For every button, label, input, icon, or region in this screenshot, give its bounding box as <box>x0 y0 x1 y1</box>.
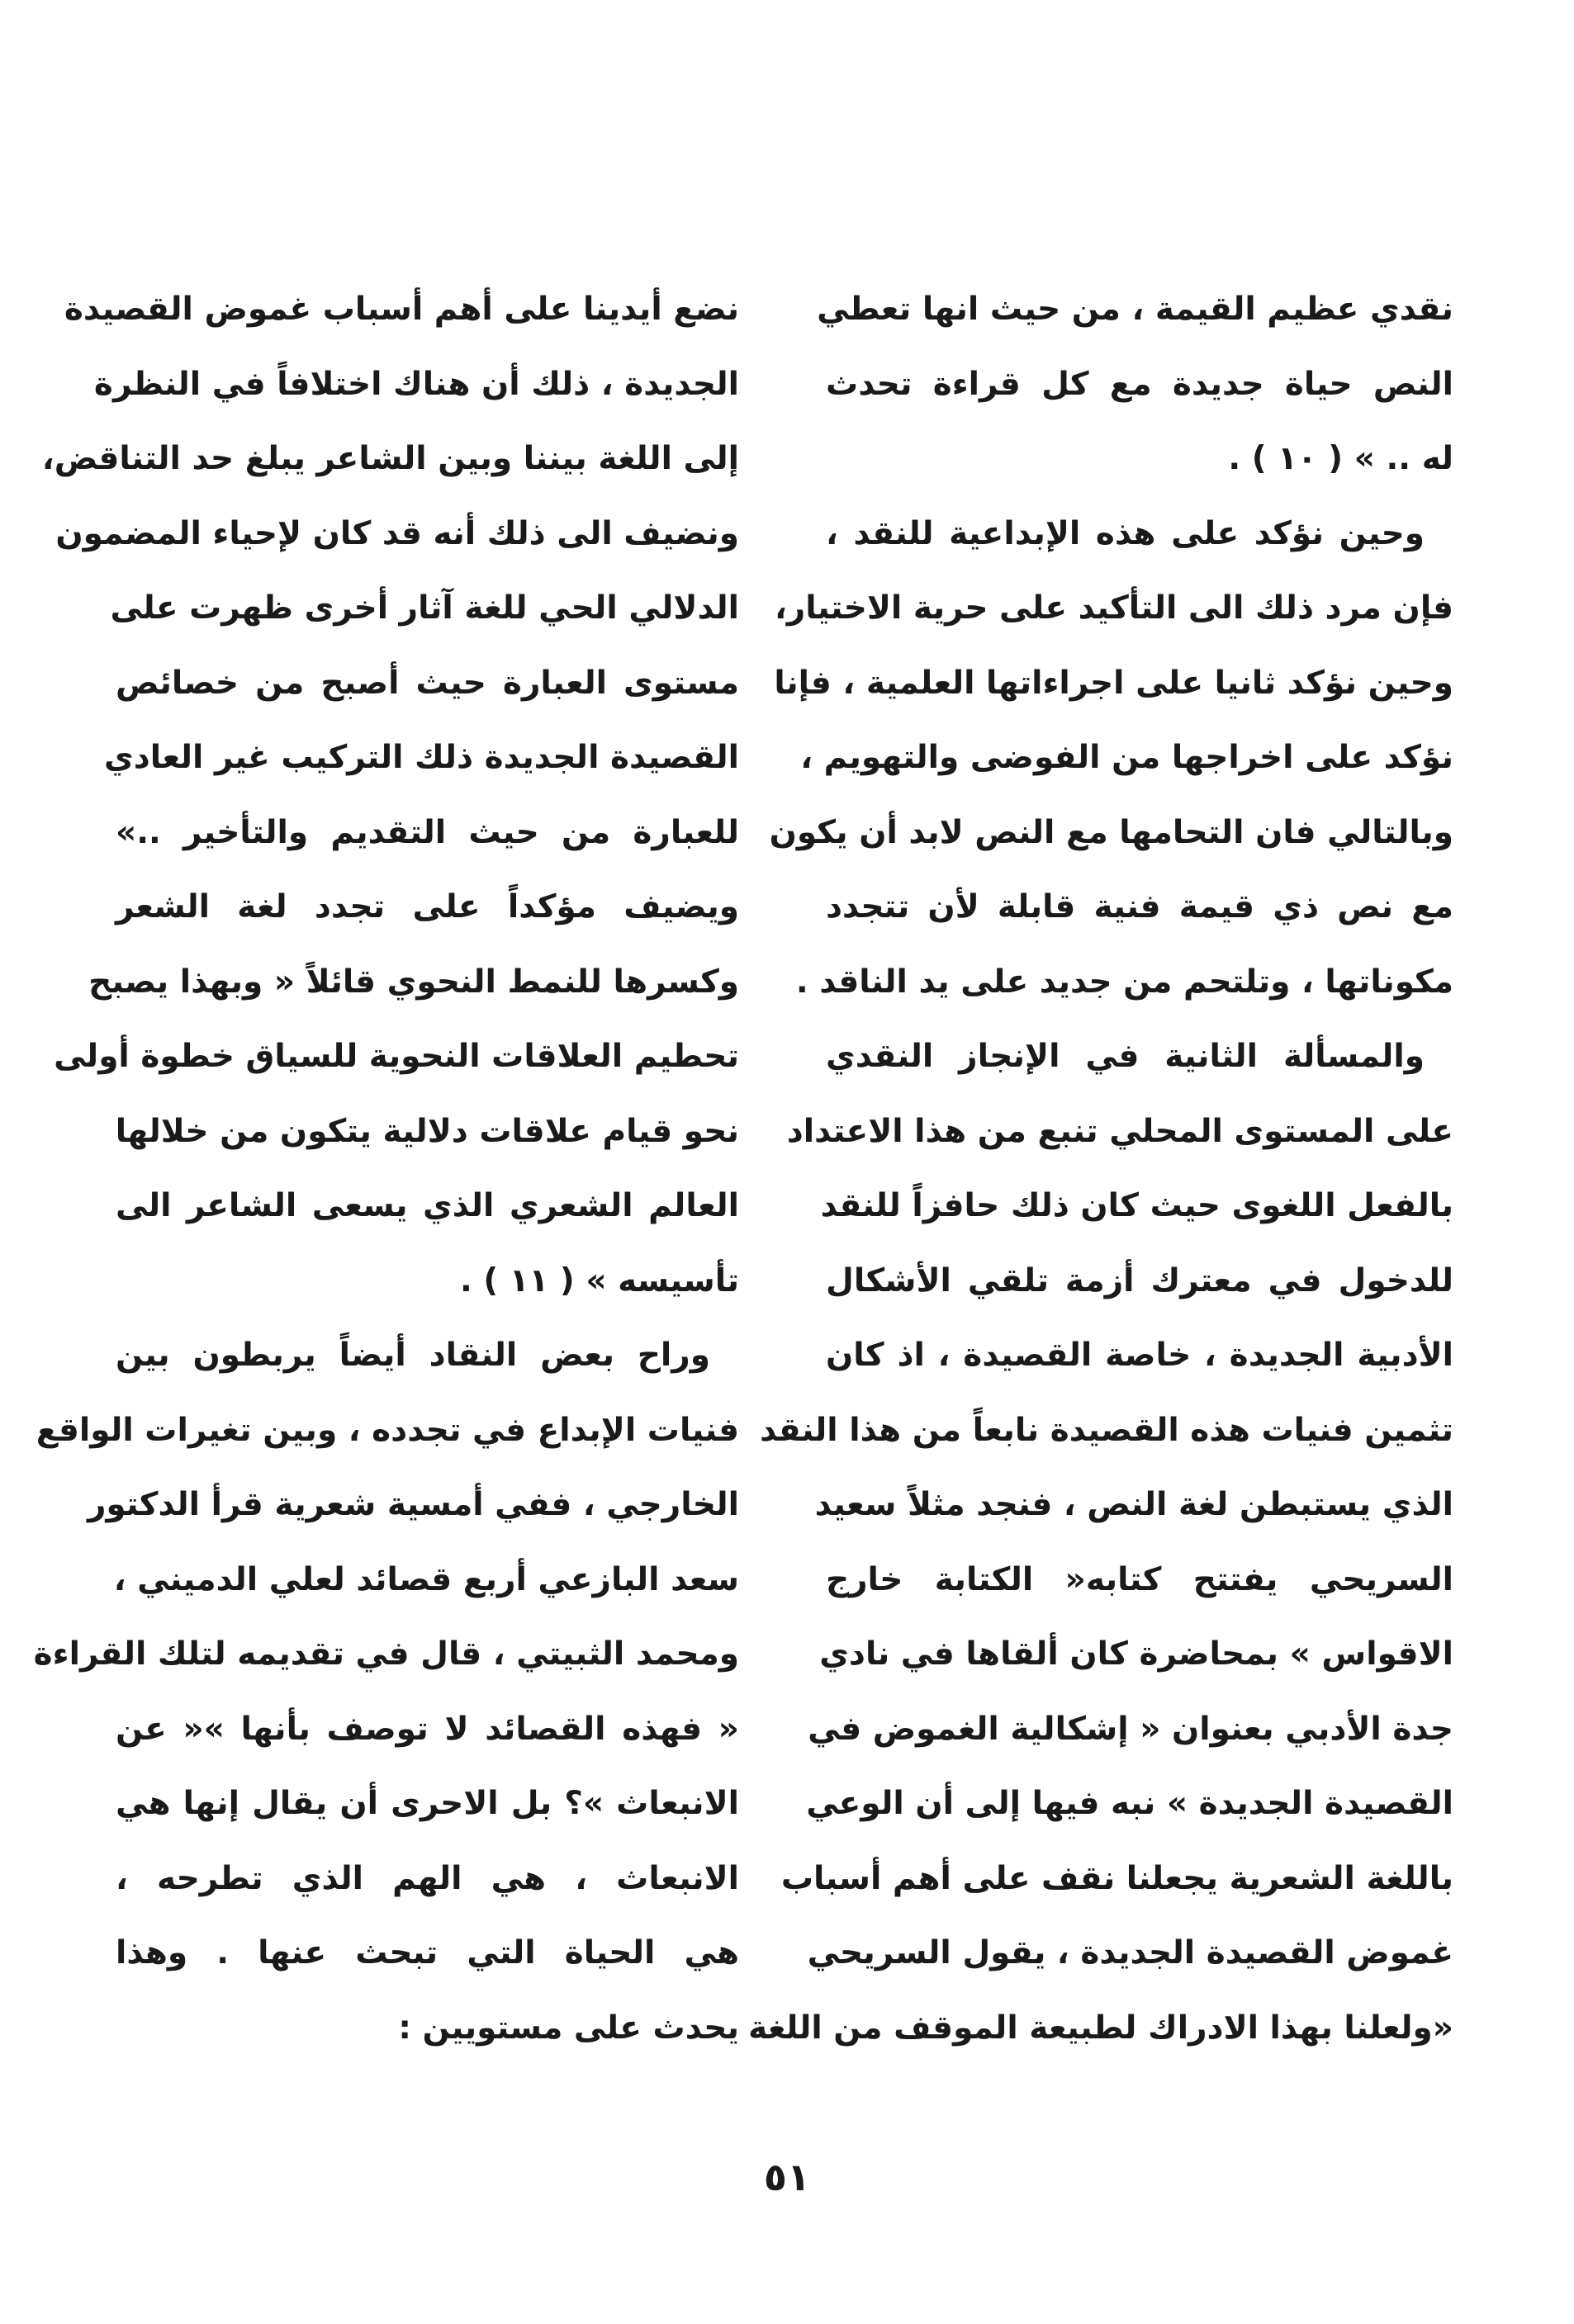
text-line: مع نص ذي قيمة فنية قابلة لأن تتجدد <box>826 888 1453 925</box>
text-line: ويضيف مؤكداً على تجدد لغة الشعر <box>116 888 739 925</box>
text-line: غموض القصيدة الجديدة ، يقول السريحي <box>807 1934 1453 1971</box>
text-line: وحين نؤكد ثانيا على اجراءاتها العلمية ، فإنا <box>774 664 1453 702</box>
text-line: والمسألة الثانية في الإنجاز النقدي <box>826 1038 1425 1075</box>
text-line: للدخول في معترك أزمة تلقي الأشكال <box>826 1261 1453 1299</box>
text-line: له .. » ( ١٠ ) . <box>1228 440 1453 477</box>
text-line: على المستوى المحلي تنبع من هذا الاعتداد <box>786 1112 1453 1150</box>
text-line: وراح بعض النقاد أيضاً يربطون بين <box>116 1337 710 1374</box>
text-line: الخارجي ، ففي أمسية شعرية قرأ الدكتور <box>87 1486 739 1523</box>
text-line: فنيات الإبداع في تجدده ، وبين تغيرات الواقع <box>36 1411 739 1449</box>
text-line: الدلالي الحي للغة آثار أخرى ظهرت على <box>110 589 739 627</box>
text-line: ونضيف الى ذلك أنه قد كان لإحياء المضمون <box>55 514 739 552</box>
text-line: بالفعل اللغوى حيث كان ذلك حافزاً للنقد <box>820 1187 1453 1224</box>
text-line: إلى اللغة بيننا وبين الشاعر يبلغ حد التناقض، <box>41 440 739 477</box>
text-line: نضع أيدينا على أهم أسباب غموض القصيدة <box>64 291 739 328</box>
text-line: هي الحياة التي تبحث عنها . وهذا <box>116 1934 739 1971</box>
text-line: الأدبية الجديدة ، خاصة القصيدة ، اذ كان <box>826 1337 1453 1374</box>
text-line: تأسيسه » ( ١١ ) . <box>459 1261 739 1299</box>
text-line: نؤكد على اخراجها من الفوضى والتهويم ، <box>800 739 1453 776</box>
text-line: السريحي يفتتح كتابه« الكتابة خارج <box>826 1560 1453 1598</box>
text-line: سعد البازعي أربع قصائد لعلي الدميني ، <box>113 1560 739 1598</box>
text-line: وكسرها للنمط النحوي قائلاً « وبهذا يصبح <box>88 963 739 1001</box>
text-line: مستوى العبارة حيث أصبح من خصائص <box>116 664 739 702</box>
text-line: الانبعاث ، هي الهم الذي تطرحه ، <box>116 1859 739 1897</box>
text-line: جدة الأدبي بعنوان « إشكالية الغموض في <box>808 1710 1453 1748</box>
text-line: النص حياة جديدة مع كل قراءة تحدث <box>826 365 1453 403</box>
text-line: الانبعاث »؟ بل الاحرى أن يقال إنها هي <box>116 1785 739 1822</box>
text-line: الذي يستبطن لغة النص ، فنجد مثلاً سعيد <box>814 1486 1453 1523</box>
text-line: فإن مرد ذلك الى التأكيد على حرية الاختيار، <box>774 589 1453 627</box>
text-line: وحين نؤكد على هذه الإبداعية للنقد ، <box>826 514 1425 552</box>
text-line: «ولعلنا بهذا الادراك لطبيعة الموقف من اللغة <box>748 2009 1453 2047</box>
text-line: للعبارة من حيث التقديم والتأخير ..» <box>116 813 739 851</box>
left-text-column <box>33 272 739 2066</box>
text-line: القصيدة الجديدة » نبه فيها إلى أن الوعي <box>806 1785 1453 1822</box>
text-line: نحو قيام علاقات دلالية يتكون من خلالها <box>115 1112 739 1150</box>
text-line: وبالتالي فان التحامها مع النص لابد أن يكون <box>769 813 1453 851</box>
text-line: العالم الشعري الذي يسعى الشاعر الى <box>116 1187 739 1224</box>
text-line: القصيدة الجديدة ذلك التركيب غير العادي <box>103 739 739 776</box>
text-line: مكوناتها ، وتلتحم من جديد على يد الناقد . <box>795 963 1453 1001</box>
page-number: ٥١ <box>763 2155 811 2199</box>
text-line: الجديدة ، ذلك أن هناك اختلافاً في النظرة <box>93 365 739 403</box>
text-line: الاقواس » بمحاضرة كان ألقاها في نادي <box>819 1635 1453 1673</box>
text-line: تثمين فنيات هذه القصيدة نابعاً من هذا النقد <box>760 1411 1453 1449</box>
text-line: ومحمد الثبيتي ، قال في تقديمه لتلك القراءة <box>33 1635 739 1673</box>
text-line: يحدث على مستويين : <box>398 2009 739 2047</box>
text-line: « فهذه القصائد لا توصف بأنها »« عن <box>116 1710 739 1748</box>
text-line: تحطيم العلاقات النحوية للسياق خطوة أولى <box>54 1038 739 1075</box>
text-line: باللغة الشعرية يجعلنا نقف على أهم أسباب <box>780 1859 1453 1897</box>
text-line: نقدي عظيم القيمة ، من حيث انها تعطي <box>817 291 1453 328</box>
right-text-column <box>748 272 1453 2066</box>
